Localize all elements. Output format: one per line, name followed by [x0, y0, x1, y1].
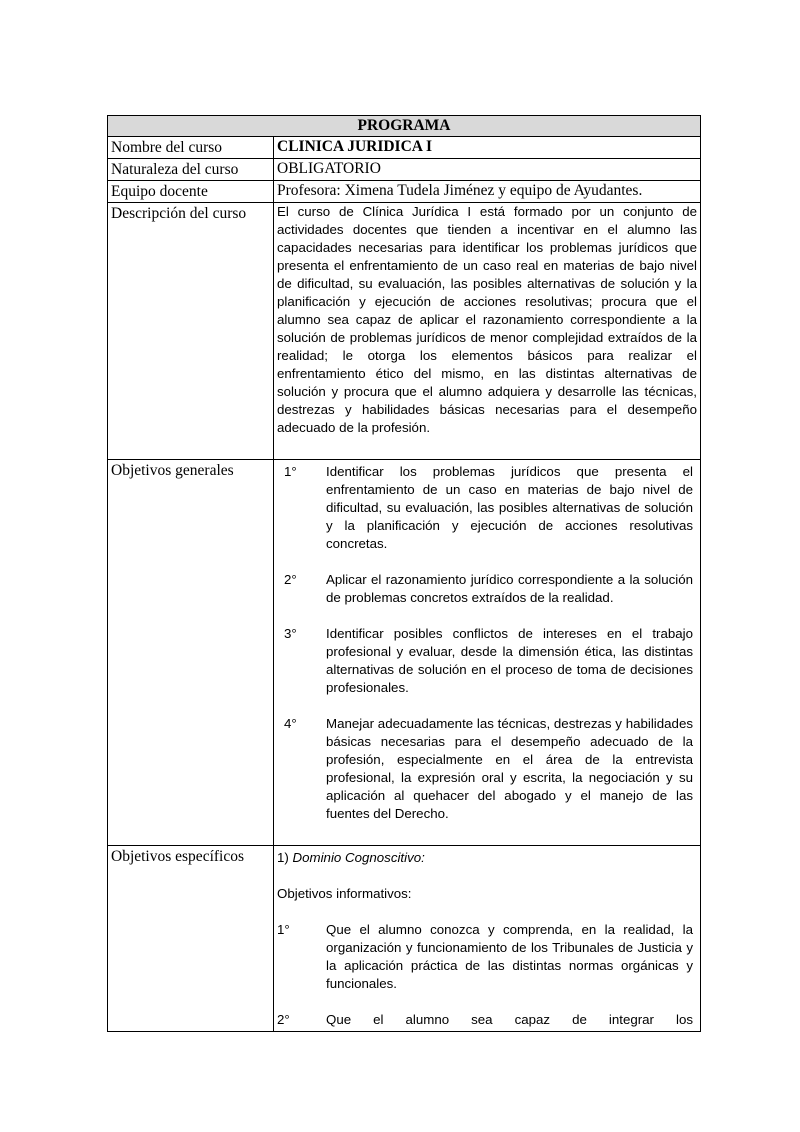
table-title: PROGRAMA: [108, 116, 701, 137]
list-item: [277, 1011, 697, 1029]
value-equipo: Profesora: Ximena Tudela Jiménez y equipo de Ayudantes.: [274, 181, 701, 203]
list-item: [277, 571, 697, 607]
objetivos-especificos-list: [274, 846, 701, 1032]
programa-table: [107, 115, 701, 1032]
row-naturaleza: [108, 159, 701, 181]
value-nombre: CLINICA JURIDICA I: [274, 137, 701, 159]
item-text: Que el alumno conozca y comprenda, en la realidad, la organización y funcionamiento de los Tribunales de Justicia y la aplicación práctica de las distintas normas orgánicas y funcionales.: [326, 922, 693, 991]
table-header-row: [108, 116, 701, 137]
row-nombre: [108, 137, 701, 159]
item-number: 3°: [284, 626, 297, 641]
label-nombre: Nombre del curso: [108, 137, 274, 159]
section-heading-number: 1): [277, 850, 289, 865]
list-item: [277, 463, 697, 553]
row-descripcion: [108, 203, 701, 460]
item-number: 4°: [284, 716, 297, 731]
label-objetivos-especificos: Objetivos específicos: [108, 846, 274, 1032]
item-text: Que el alumno sea capaz de integrar los: [326, 1012, 693, 1027]
item-number: 2°: [277, 1012, 290, 1027]
item-text: Aplicar el razonamiento jurídico correspondiente a la solución de problemas concretos extraídos de la realidad.: [326, 572, 693, 605]
item-text: Manejar adecuadamente las técnicas, destrezas y habilidades básicas necesarias para el desempeño adecuado de la profesión, especialmente en el área de la entrevista profesional, la expresión oral y escrita, la negociación y su aplicación al quehacer del abogado y el manejo de las fuentes del Derecho.: [326, 716, 693, 821]
label-equipo: Equipo docente: [108, 181, 274, 203]
list-item: [277, 921, 697, 993]
item-text: Identificar posibles conflictos de intereses en el trabajo profesional y evaluar, desde la dimensión ética, las distintas alternativas de solución en el proceso de toma de decisiones profesionales.: [326, 626, 693, 695]
objetivos-generales-list: [274, 460, 701, 846]
list-item: [277, 625, 697, 697]
row-objetivos-especificos: [108, 846, 701, 1032]
row-equipo: [108, 181, 701, 203]
label-descripcion: Descripción del curso: [108, 203, 274, 460]
label-objetivos-generales: Objetivos generales: [108, 460, 274, 846]
section-heading-text: Dominio Cognoscitivo:: [292, 850, 425, 865]
section-subheading: Objetivos informativos:: [277, 886, 412, 901]
item-number: 1°: [277, 922, 290, 937]
value-descripcion: El curso de Clínica Jurídica I está formado por un conjunto de actividades docentes que tienden a incentivar en el alumno las capacidades necesarias para identificar los problemas jurídicos que presenta el enfrentamiento de un caso real en materias de bajo nivel de dificultad, su evaluación, las posibles alternativas de solución y la planificación y ejecución de acciones resolutivas; procura que el alumno sea capaz de aplicar el razonamiento correspondiente a la solución de problemas jurídicos de menor complejidad extraídos de la realidad; le otorga los elementos básicos para realizar el enfrentamiento ético del mismo, en las distintas alternativas de solución y procura que el alumno adquiera y desarrolle las técnicas, destrezas y habilidades básicas necesarias para el desempeño adecuado de la profesión.: [274, 203, 701, 460]
list-item: [277, 715, 697, 823]
item-number: 2°: [284, 572, 297, 587]
section-heading: [277, 849, 697, 867]
value-naturaleza: OBLIGATORIO: [274, 159, 701, 181]
label-naturaleza: Naturaleza del curso: [108, 159, 274, 181]
item-number: 1°: [284, 464, 297, 479]
item-text: Identificar los problemas jurídicos que presenta el enfrentamiento de un caso en materias de bajo nivel de dificultad, su evaluación, las posibles alternativas de solución y la planificación y ejecución de acciones resolutivas concretas.: [326, 464, 693, 551]
row-objetivos-generales: [108, 460, 701, 846]
